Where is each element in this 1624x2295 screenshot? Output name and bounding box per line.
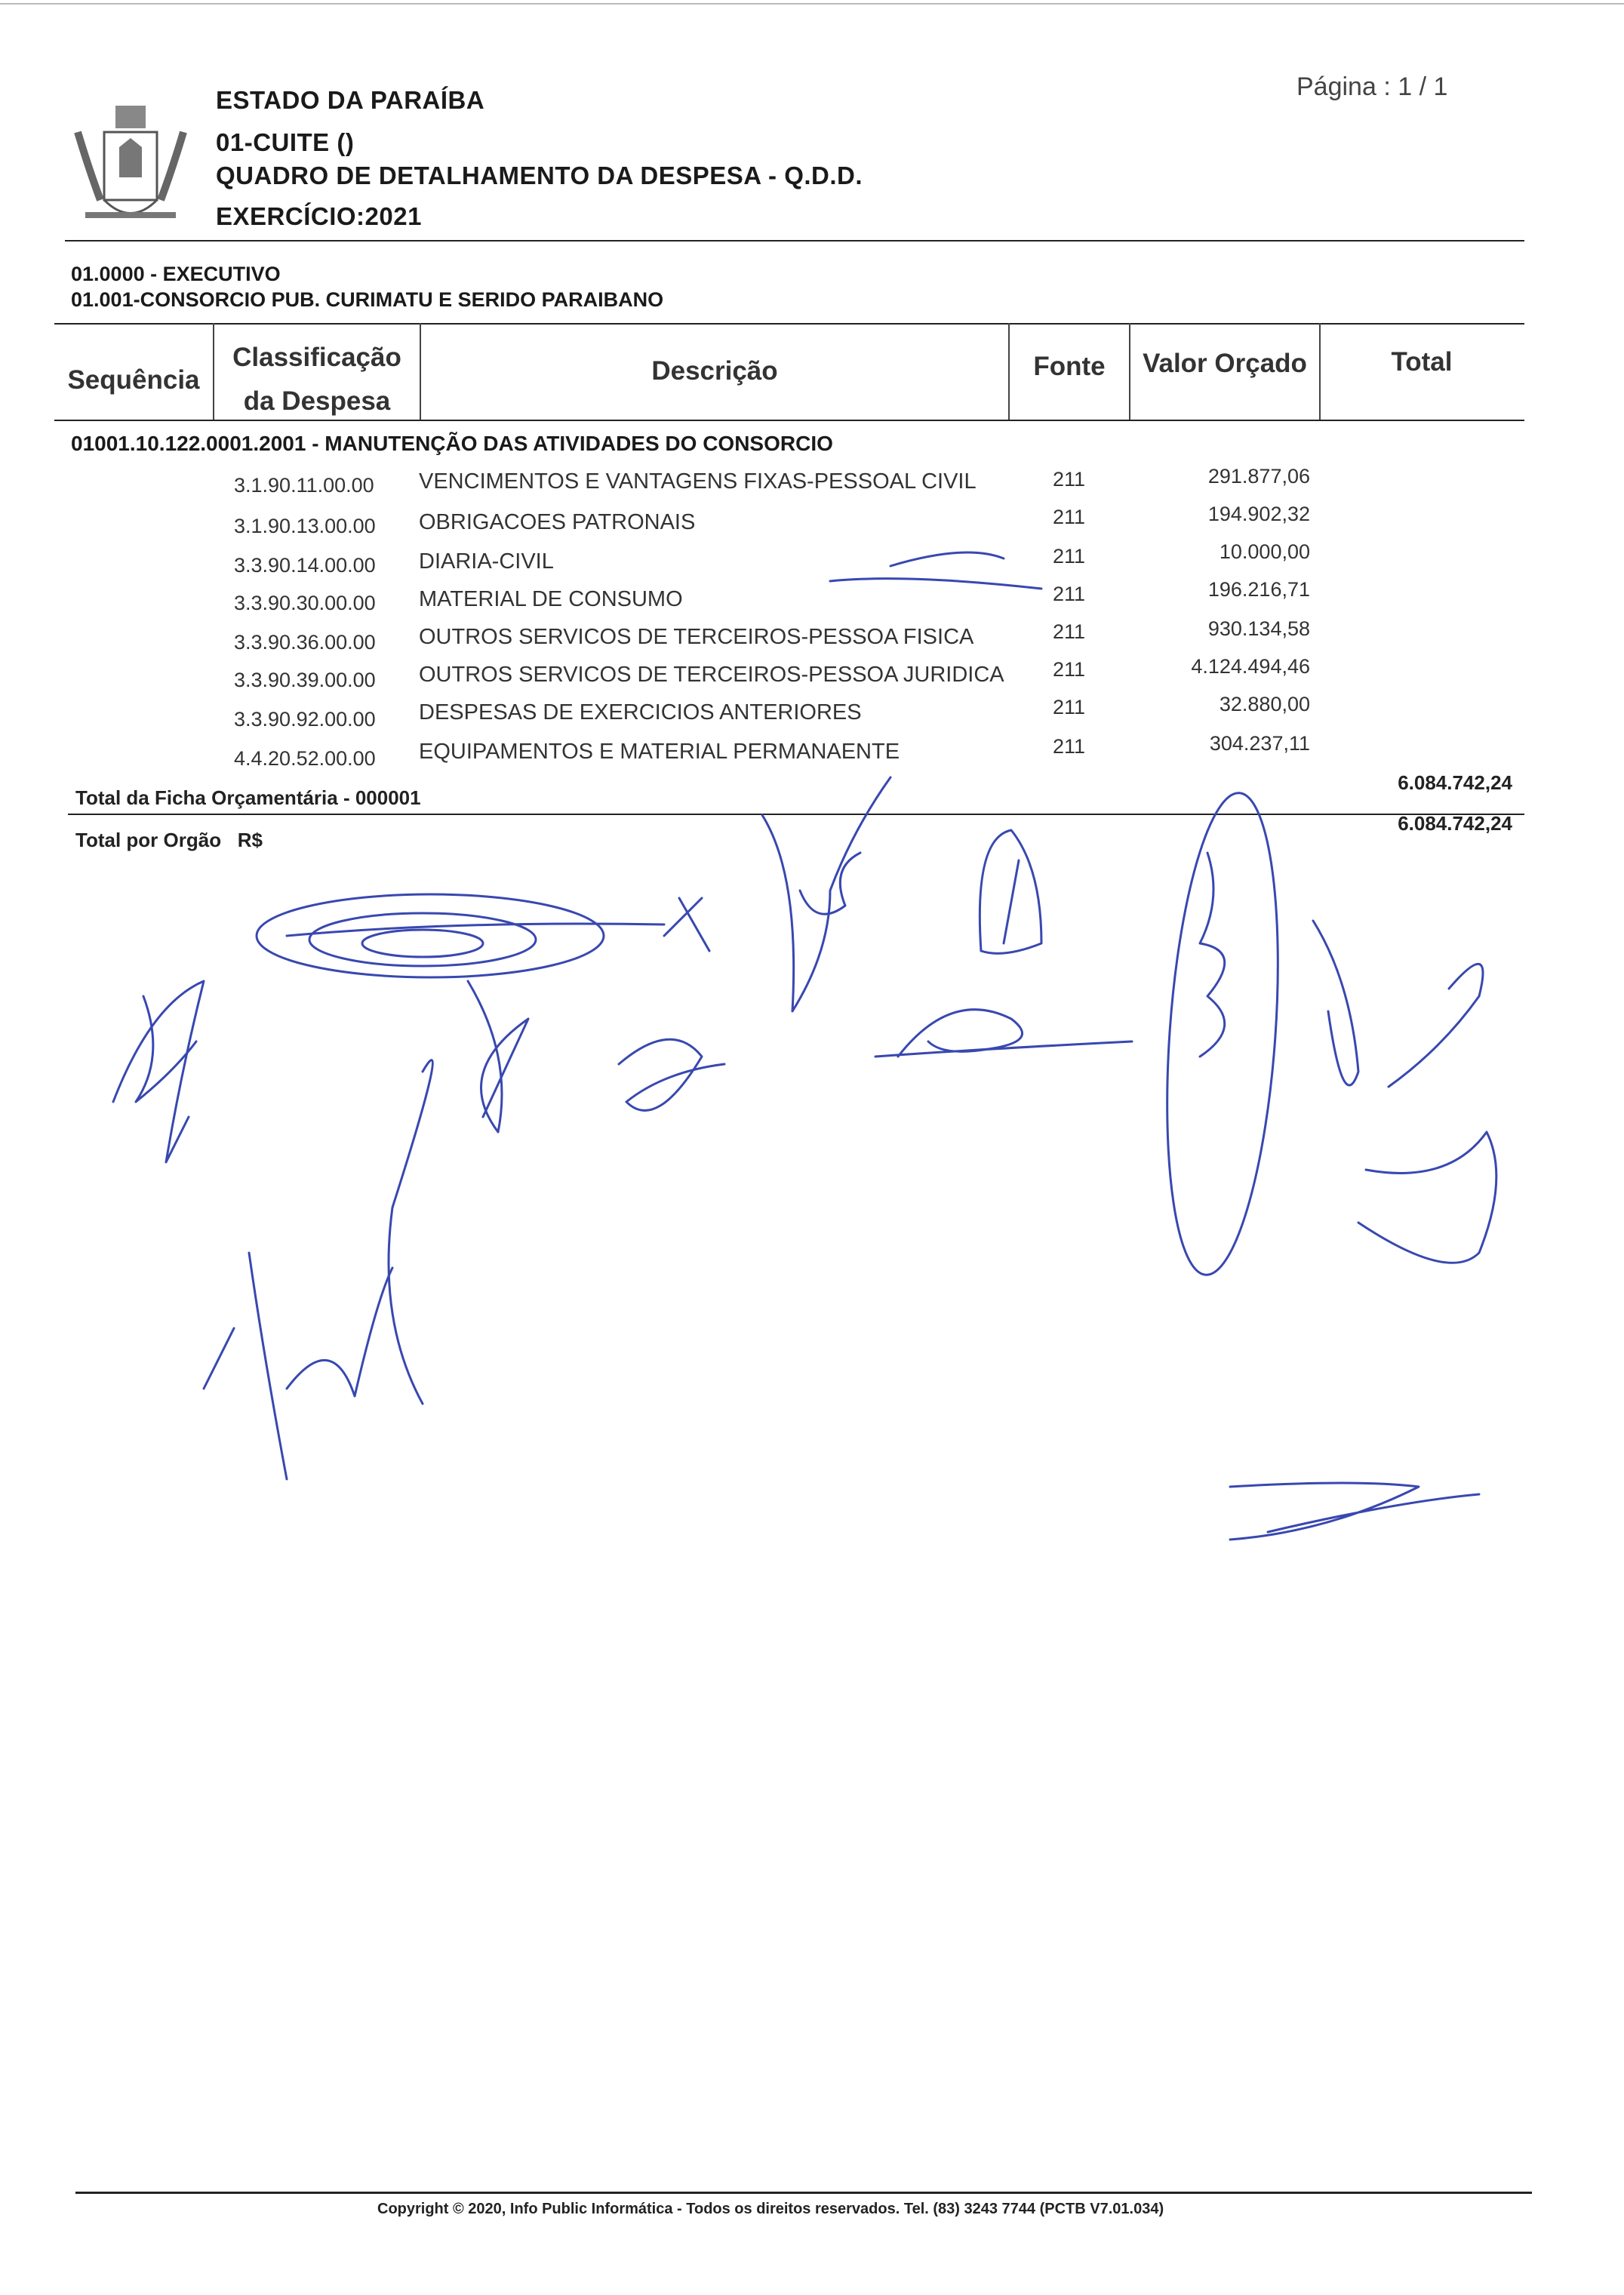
total-ficha-value: 6.084.742,24 (1398, 771, 1512, 794)
entity-name: 01-CUITE () (216, 128, 355, 156)
row-descricao: MATERIAL DE CONSUMO (419, 587, 683, 611)
report-title: QUADRO DE DETALHAMENTO DA DESPESA - Q.D.D. (216, 162, 863, 189)
row-classificacao: 3.3.90.39.00.00 (234, 669, 376, 691)
table-header-top (54, 323, 1524, 325)
col-header-classificacao-2: da Despesa (243, 386, 391, 416)
fiscal-year: EXERCÍCIO:2021 (216, 202, 422, 230)
row-valor: 4.124.494,46 (1191, 655, 1310, 678)
state-name: ESTADO DA PARAÍBA (216, 86, 485, 114)
row-descricao: EQUIPAMENTOS E MATERIAL PERMANAENTE (419, 740, 900, 764)
col-header-fonte: Fonte (1033, 352, 1106, 381)
row-valor: 304.237,11 (1209, 732, 1310, 755)
table-header-bottom (54, 420, 1524, 421)
program-line: 01001.10.122.0001.2001 - MANUTENÇÃO DAS ATIVIDADES DO CONSORCIO (71, 432, 833, 455)
org-unit: 01.0000 - EXECUTIVO (71, 263, 281, 285)
scan-top-line (0, 3, 1624, 5)
row-classificacao: 3.3.90.92.00.00 (234, 708, 376, 731)
row-classificacao: 3.1.90.11.00.00 (234, 474, 374, 497)
row-descricao: DESPESAS DE EXERCICIOS ANTERIORES (419, 700, 862, 724)
row-fonte: 211 (1053, 545, 1086, 568)
row-classificacao: 3.3.90.30.00.00 (234, 592, 376, 614)
row-classificacao: 4.4.20.52.00.00 (234, 747, 376, 770)
row-classificacao: 3.3.90.36.00.00 (234, 631, 376, 654)
row-classificacao: 3.3.90.14.00.00 (234, 554, 376, 577)
row-fonte: 211 (1053, 735, 1086, 758)
col-header-total: Total (1391, 347, 1453, 377)
totals-divider (68, 814, 1524, 815)
row-fonte: 211 (1053, 658, 1086, 681)
row-valor: 196.216,71 (1207, 578, 1310, 601)
page-number: Página : 1 / 1 (1296, 72, 1448, 101)
total-ficha-label: Total da Ficha Orçamentária - 000001 (75, 786, 421, 809)
org-subunit: 01.001-CONSORCIO PUB. CURIMATU E SERIDO PARAIBANO (71, 288, 664, 311)
row-fonte: 211 (1053, 696, 1086, 718)
row-fonte: 211 (1053, 583, 1086, 605)
row-descricao: VENCIMENTOS E VANTAGENS FIXAS-PESSOAL CIVIL (419, 469, 977, 494)
total-orgao-label: Total por Orgão R$ (75, 829, 263, 851)
row-valor: 930.134,58 (1207, 617, 1310, 640)
col-header-classificacao: Classificação (232, 343, 401, 372)
total-orgao-value: 6.084.742,24 (1398, 812, 1512, 835)
row-classificacao: 3.1.90.13.00.00 (234, 515, 376, 537)
header-divider (65, 240, 1524, 241)
coat-of-arms-icon (74, 102, 187, 230)
row-descricao: DIARIA-CIVIL (419, 549, 554, 574)
footer-copyright: Copyright © 2020, Info Public Informática - Todos os direitos reservados. Tel. (83) 3243 7744 (PCTB V7.01.034) (377, 2201, 1164, 2217)
row-valor: 32.880,00 (1219, 693, 1310, 715)
col-header-sequencia: Sequência (67, 365, 200, 395)
col-header-descricao: Descrição (651, 356, 778, 386)
col-header-valor: Valor Orçado (1143, 349, 1307, 378)
row-fonte: 211 (1053, 468, 1086, 491)
row-fonte: 211 (1053, 620, 1086, 643)
row-valor: 10.000,00 (1219, 540, 1310, 563)
row-valor: 194.902,32 (1207, 503, 1310, 525)
row-descricao: OUTROS SERVICOS DE TERCEIROS-PESSOA JURIDICA (419, 663, 1004, 687)
footer-divider (75, 2192, 1532, 2194)
row-descricao: OBRIGACOES PATRONAIS (419, 510, 696, 534)
row-descricao: OUTROS SERVICOS DE TERCEIROS-PESSOA FISICA (419, 625, 974, 649)
row-fonte: 211 (1053, 506, 1086, 528)
row-valor: 291.877,06 (1207, 465, 1310, 488)
